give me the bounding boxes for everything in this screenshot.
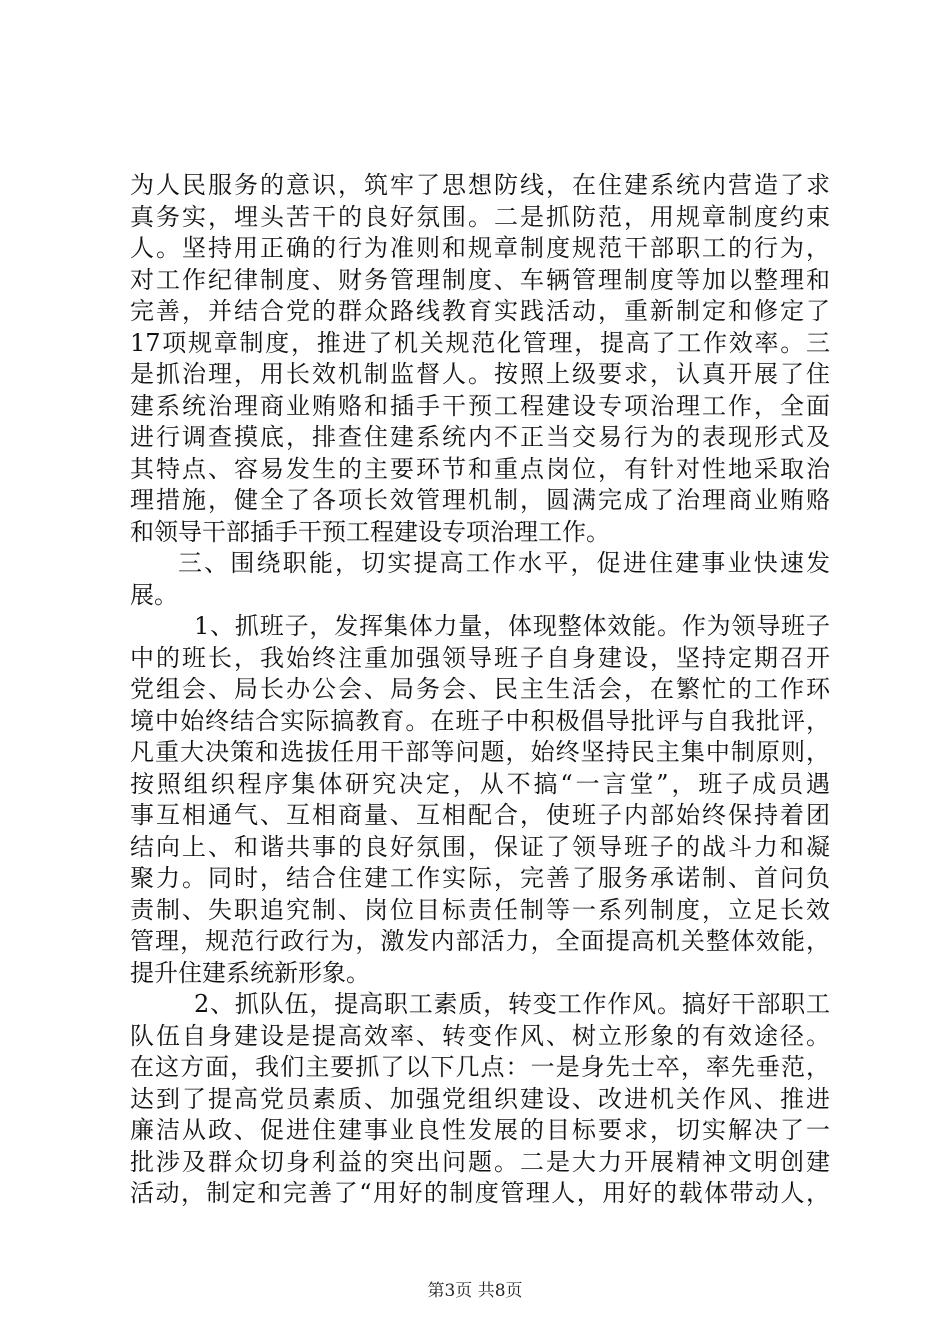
section-heading: 三、围绕职能，切实提高工作水平，促进住建事业快速发 (178, 549, 830, 577)
page-number: 第3页 共8页 (427, 1281, 523, 1301)
text-line: 提升住建系统新形象。 (130, 958, 370, 987)
text-line: 聚力。同时，结合住建工作实际，完善了服务承诺制、首问负 (130, 864, 830, 892)
text-line: 17项规章制度，推进了机关规范化管理，提高了工作效率。三 (130, 328, 830, 357)
text-line: 人。坚持用正确的行为准则和规章制度规范干部职工的行为， (130, 234, 830, 262)
text-line: 其特点、容易发生的主要环节和重点岗位，有针对性地采取治 (130, 454, 830, 483)
document-body (130, 170, 830, 1210)
text-line: 达到了提高党员素质、加强党组织建设、改进机关作风、推进 (130, 1084, 830, 1113)
text-line: 建系统治理商业贿赂和插手干预工程建设专项治理工作，全面 (130, 391, 830, 420)
text-line: 对工作纪律制度、财务管理制度、车辆管理制度等加以整理和 (130, 265, 830, 294)
text-line: 责制、失职追究制、岗位目标责任制等一系列制度，立足长效 (130, 895, 830, 924)
text-line: 和领导干部插手干预工程建设专项治理工作。 (130, 517, 610, 546)
text-line: 结向上、和谐共事的良好氛围，保证了领导班子的战斗力和凝 (130, 832, 830, 861)
text-line: 廉洁从政、促进住建事业良性发展的目标要求，切实解决了一 (130, 1116, 830, 1144)
text-line: 活动，制定和完善了“用好的制度管理人，用好的载体带动人， (130, 1179, 830, 1207)
text-line: 凡重大决策和选拔任用干部等问题，始终坚持民主集中制原则， (130, 738, 830, 766)
text-line: 进行调查摸底，排查住建系统内不正当交易行为的表现形式及 (130, 423, 830, 451)
text-line: 为人民服务的意识，筑牢了思想防线，在住建系统内营造了求 (130, 171, 830, 199)
text-line: 1、抓班子，发挥集体力量，体现整体效能。作为领导班子 (194, 612, 830, 640)
text-line: 按照组织程序集体研究决定，从不搞“一言堂”，班子成员遇 (130, 769, 830, 798)
text-line: 是抓治理，用长效机制监督人。按照上级要求，认真开展了住 (130, 360, 830, 388)
text-line: 批涉及群众切身利益的突出问题。二是大力开展精神文明创建 (130, 1147, 830, 1176)
text-line: 党组会、局长办公会、局务会、民主生活会，在繁忙的工作环 (130, 675, 830, 703)
text-line: 管理，规范行政行为，激发内部活力，全面提高机关整体效能， (130, 927, 830, 955)
text-line: 中的班长，我始终注重加强领导班子自身建设，坚持定期召开 (130, 643, 830, 672)
text-line: 真务实，埋头苦干的良好氛围。二是抓防范，用规章制度约束 (130, 202, 830, 231)
text-line: 在这方面，我们主要抓了以下几点：一是身先士卒，率先垂范， (130, 1053, 830, 1081)
text-line: 境中始终结合实际搞教育。在班子中积极倡导批评与自我批评， (130, 706, 830, 735)
text-line: 事互相通气、互相商量、互相配合，使班子内部始终保持着团 (130, 801, 830, 829)
text-line: 完善，并结合党的群众路线教育实践活动，重新制定和修定了 (130, 297, 830, 325)
section-heading: 展。 (130, 580, 178, 609)
text-line: 2、抓队伍，提高职工素质，转变工作作风。搞好干部职工 (194, 990, 830, 1018)
text-line: 理措施，健全了各项长效管理机制，圆满完成了治理商业贿赂 (130, 486, 830, 514)
text-line: 队伍自身建设是提高效率、转变作风、树立形象的有效途径。 (130, 1021, 830, 1050)
